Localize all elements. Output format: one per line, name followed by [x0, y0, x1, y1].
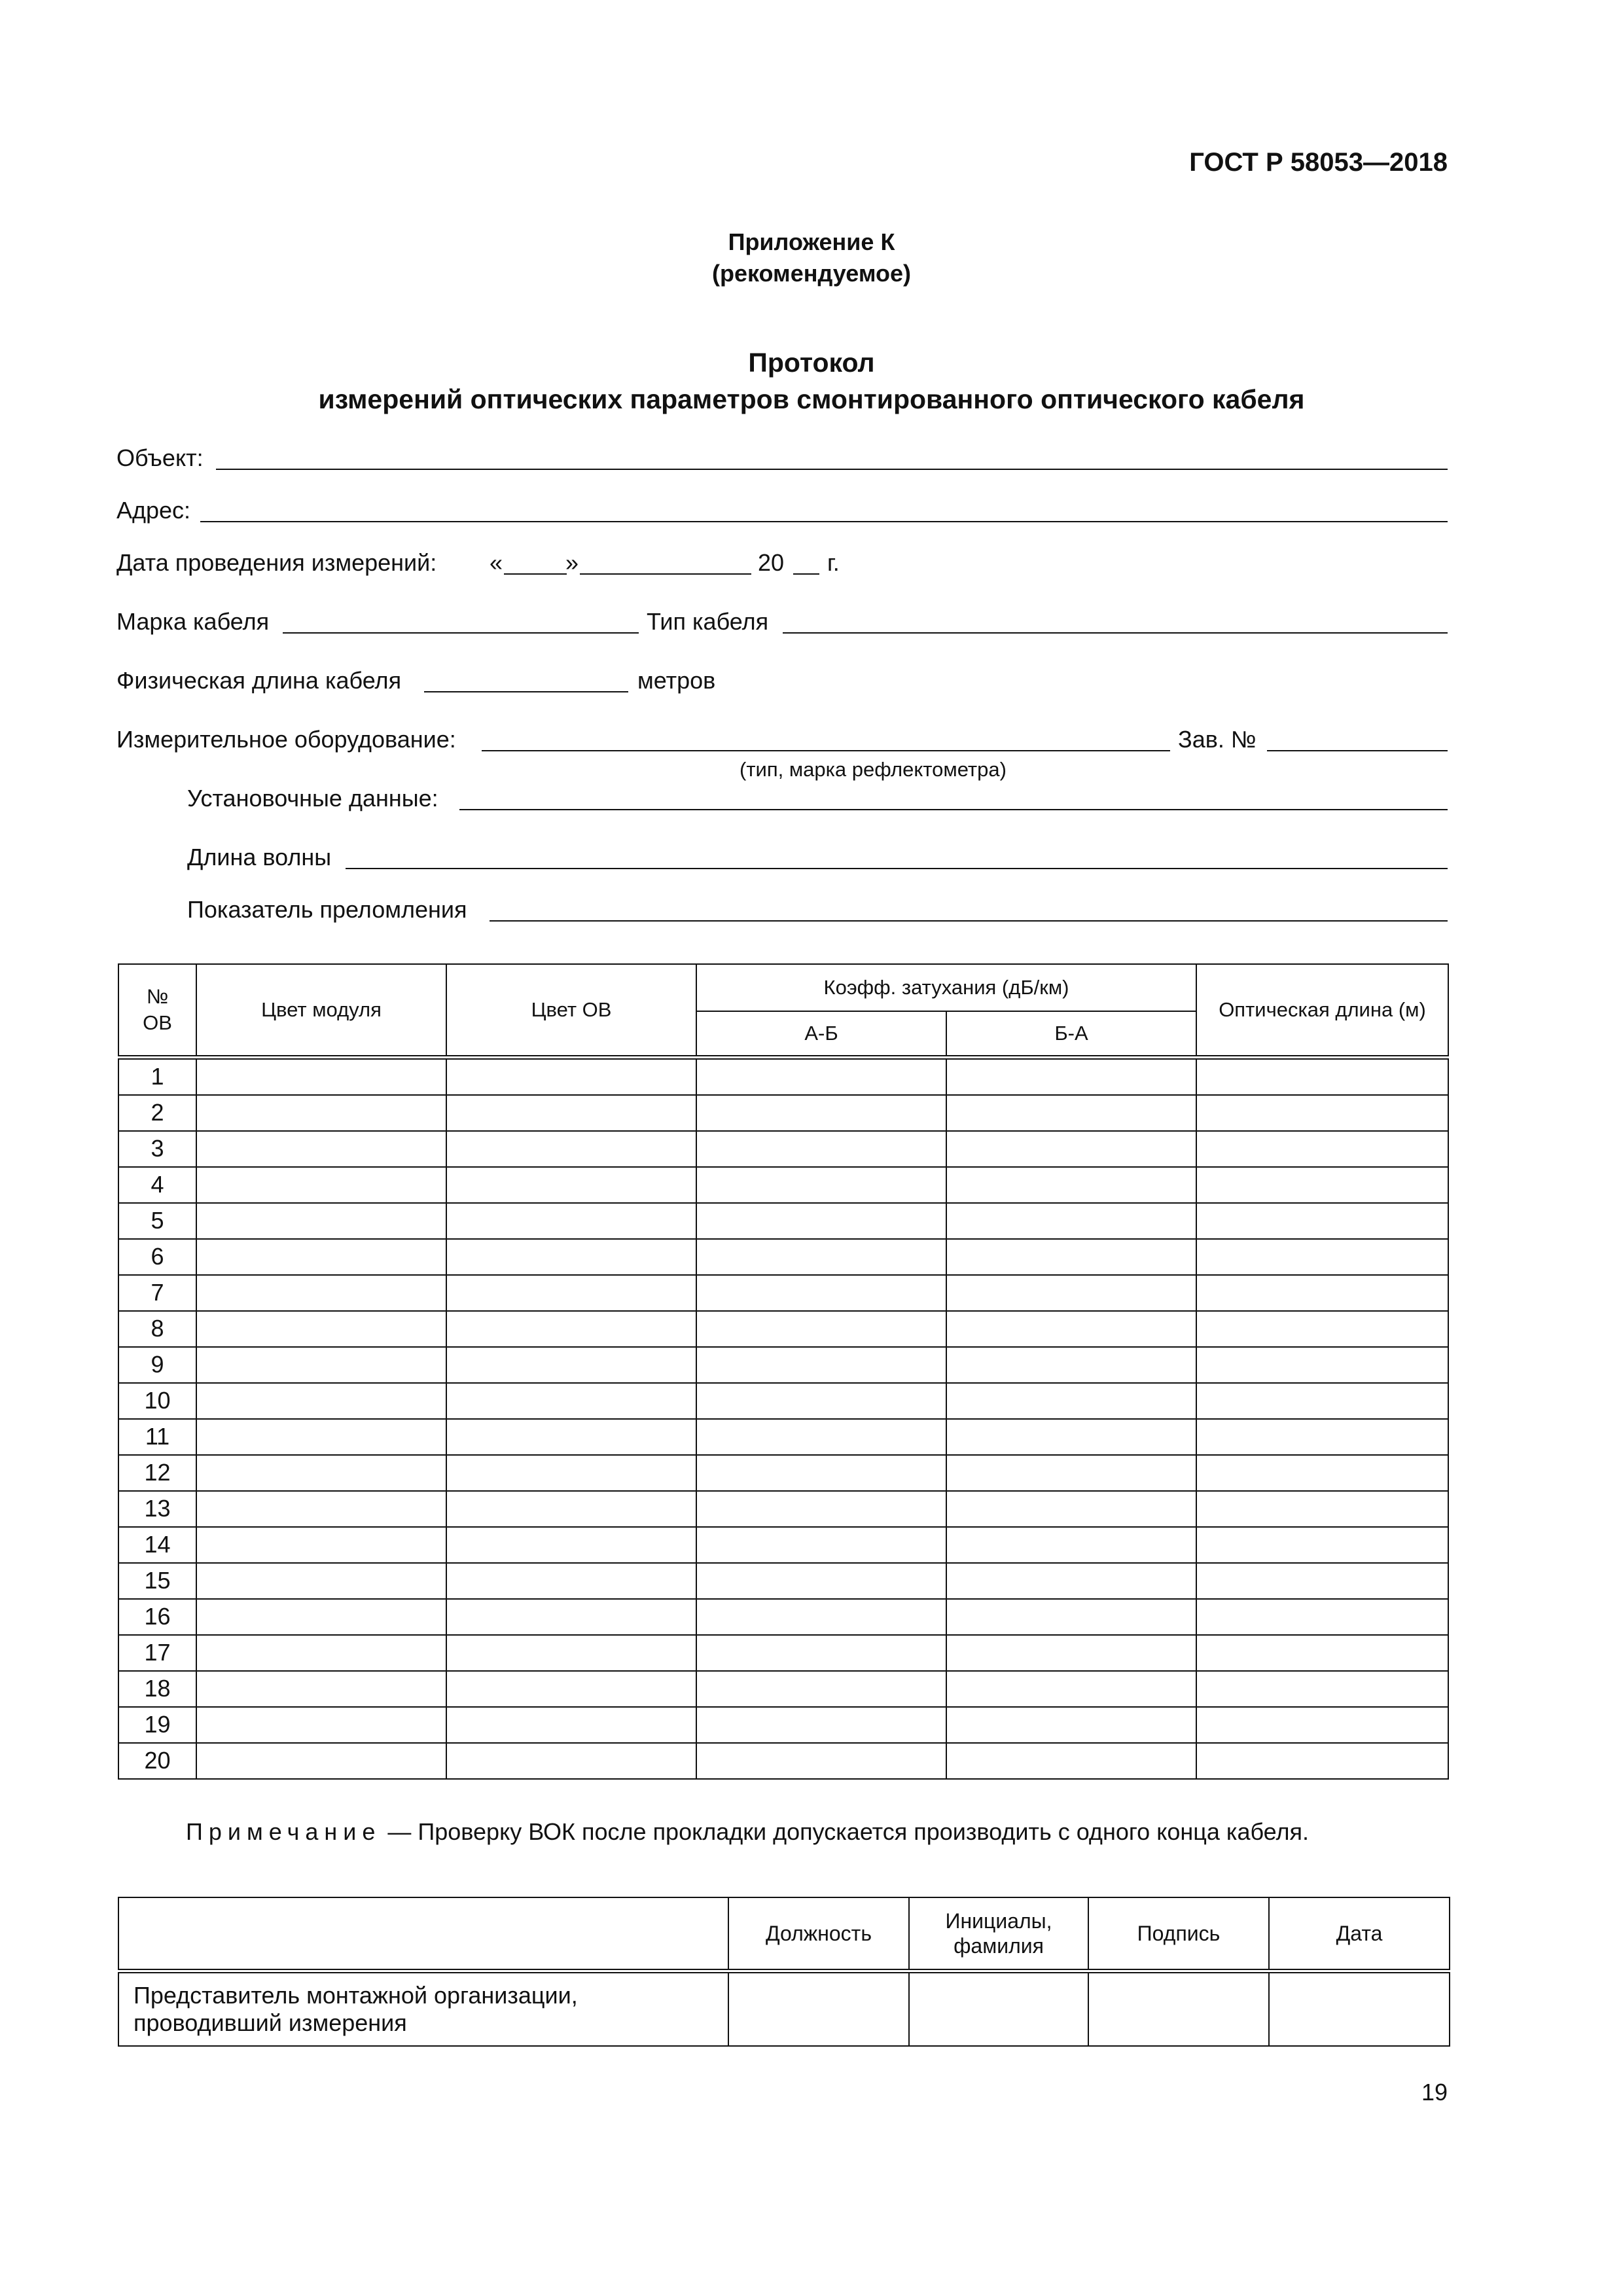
physical-length-unit: метров	[637, 667, 716, 694]
row-number: 16	[118, 1599, 196, 1635]
fiber-color-cell[interactable]	[446, 1455, 696, 1491]
annex-status: (рекомендуемое)	[712, 260, 911, 287]
table-row	[118, 1671, 1448, 1707]
attenuation-ab-cell[interactable]	[696, 1743, 946, 1779]
note-text: — Проверку ВОК после прокладки допускается производить с одного конца кабеля.	[387, 1818, 1310, 1845]
page-number: 19	[1421, 2079, 1448, 2106]
note-label: Примечание	[186, 1818, 382, 1845]
optical-length-cell[interactable]	[1196, 1455, 1448, 1491]
module-color-cell[interactable]	[196, 1671, 446, 1707]
optical-length-cell[interactable]	[1196, 1527, 1448, 1563]
serial-field[interactable]	[1267, 750, 1448, 751]
date-quote-close: »	[565, 549, 579, 576]
optical-length-cell[interactable]	[1196, 1383, 1448, 1419]
equipment-field[interactable]	[482, 750, 1170, 751]
table-row	[118, 1491, 1448, 1527]
date-year-prefix: 20	[758, 549, 785, 576]
attenuation-ba-cell[interactable]	[946, 1455, 1196, 1491]
row-number: 8	[118, 1311, 196, 1347]
attenuation-ba-cell[interactable]	[946, 1527, 1196, 1563]
attenuation-ab-cell[interactable]	[696, 1131, 946, 1167]
fiber-color-cell[interactable]	[446, 1491, 696, 1527]
sig-initials-cell[interactable]	[909, 1971, 1088, 2047]
module-color-cell[interactable]	[196, 1455, 446, 1491]
table-row	[118, 1527, 1448, 1563]
annex-title: Приложение К	[728, 228, 895, 255]
table-row	[118, 1419, 1448, 1455]
date-suffix: г.	[827, 549, 840, 576]
col-fiber-color: Цвет ОВ	[446, 964, 696, 1057]
wavelength-field[interactable]	[346, 868, 1448, 869]
row-number: 4	[118, 1167, 196, 1203]
row-number: 11	[118, 1419, 196, 1455]
module-color-cell[interactable]	[196, 1383, 446, 1419]
module-color-cell[interactable]	[196, 1635, 446, 1671]
optical-length-cell[interactable]	[1196, 1599, 1448, 1635]
address-label: Адрес:	[116, 497, 191, 524]
attenuation-ab-cell[interactable]	[696, 1419, 946, 1455]
row-number: 12	[118, 1455, 196, 1491]
optical-length-cell[interactable]	[1196, 1095, 1448, 1131]
date-month-field[interactable]	[580, 573, 751, 575]
protocol-title: Протокол	[748, 348, 875, 378]
module-color-cell[interactable]	[196, 1743, 446, 1779]
cable-brand-label: Марка кабеля	[116, 608, 270, 635]
sig-col-date: Дата	[1269, 1897, 1450, 1971]
row-number: 3	[118, 1131, 196, 1167]
attenuation-ab-cell[interactable]	[696, 1563, 946, 1599]
attenuation-ab-cell[interactable]	[696, 1599, 946, 1635]
sig-col-initials: Инициалы, фамилия	[909, 1897, 1088, 1971]
table-row	[118, 1563, 1448, 1599]
optical-length-cell[interactable]	[1196, 1419, 1448, 1455]
attenuation-ba-cell[interactable]	[946, 1635, 1196, 1671]
row-number: 13	[118, 1491, 196, 1527]
optical-length-cell[interactable]	[1196, 1347, 1448, 1383]
date-year-field[interactable]	[793, 573, 819, 575]
attenuation-ba-cell[interactable]	[946, 1671, 1196, 1707]
sig-position-cell[interactable]	[728, 1971, 909, 2047]
module-color-cell[interactable]	[196, 1563, 446, 1599]
attenuation-ba-cell[interactable]	[946, 1383, 1196, 1419]
row-number: 14	[118, 1527, 196, 1563]
wavelength-label: Длина волны	[187, 844, 332, 870]
attenuation-ba-cell[interactable]	[946, 1707, 1196, 1743]
optical-length-cell[interactable]	[1196, 1131, 1448, 1167]
col-fiber-number: № ОВ	[118, 964, 196, 1057]
optical-length-cell[interactable]	[1196, 1167, 1448, 1203]
optical-length-cell[interactable]	[1196, 1707, 1448, 1743]
table-row	[118, 1275, 1448, 1311]
module-color-cell[interactable]	[196, 1131, 446, 1167]
attenuation-ab-cell[interactable]	[696, 1167, 946, 1203]
setup-data-label: Установочные данные:	[187, 785, 438, 812]
table-row	[118, 1383, 1448, 1419]
row-number: 6	[118, 1239, 196, 1275]
module-color-cell[interactable]	[196, 1491, 446, 1527]
attenuation-ab-cell[interactable]	[696, 1203, 946, 1239]
date-quote-open: «	[490, 549, 503, 576]
table-row	[118, 1347, 1448, 1383]
fiber-color-cell[interactable]	[446, 1131, 696, 1167]
cable-brand-field[interactable]	[283, 632, 639, 634]
optical-length-cell[interactable]	[1196, 1743, 1448, 1779]
optical-length-cell[interactable]	[1196, 1203, 1448, 1239]
row-number: 17	[118, 1635, 196, 1671]
attenuation-ba-cell[interactable]	[946, 1311, 1196, 1347]
fiber-color-cell[interactable]	[446, 1095, 696, 1131]
fiber-color-cell[interactable]	[446, 1743, 696, 1779]
table-row	[118, 1635, 1448, 1671]
table-row	[118, 1311, 1448, 1347]
attenuation-ba-cell[interactable]	[946, 1275, 1196, 1311]
address-field[interactable]	[200, 521, 1448, 522]
optical-length-cell[interactable]	[1196, 1491, 1448, 1527]
module-color-cell[interactable]	[196, 1311, 446, 1347]
sig-col-signature: Подпись	[1088, 1897, 1269, 1971]
table-row	[118, 1707, 1448, 1743]
fiber-color-cell[interactable]	[446, 1347, 696, 1383]
physical-length-field[interactable]	[424, 691, 628, 692]
row-number: 20	[118, 1743, 196, 1779]
fiber-color-cell[interactable]	[446, 1563, 696, 1599]
sig-signature-cell[interactable]	[1088, 1971, 1269, 2047]
sig-col-position: Должность	[728, 1897, 909, 1971]
module-color-cell[interactable]	[196, 1057, 446, 1095]
attenuation-ab-cell[interactable]	[696, 1455, 946, 1491]
attenuation-ba-cell[interactable]	[946, 1599, 1196, 1635]
fiber-color-cell[interactable]	[446, 1057, 696, 1095]
optical-length-cell[interactable]	[1196, 1671, 1448, 1707]
protocol-heading	[0, 344, 1623, 418]
fiber-color-cell[interactable]	[446, 1419, 696, 1455]
module-color-cell[interactable]	[196, 1167, 446, 1203]
table-row	[118, 1131, 1448, 1167]
date-label: Дата проведения измерений:	[116, 549, 437, 576]
table-row	[118, 1239, 1448, 1275]
cable-type-field[interactable]	[783, 632, 1448, 634]
attenuation-ab-cell[interactable]	[696, 1275, 946, 1311]
attenuation-ab-cell[interactable]	[696, 1491, 946, 1527]
attenuation-ba-cell[interactable]	[946, 1239, 1196, 1275]
object-label: Объект:	[116, 444, 204, 471]
attenuation-ab-cell[interactable]	[696, 1671, 946, 1707]
row-number: 1	[118, 1057, 196, 1095]
attenuation-ba-cell[interactable]	[946, 1057, 1196, 1095]
attenuation-ba-cell[interactable]	[946, 1563, 1196, 1599]
module-color-cell[interactable]	[196, 1419, 446, 1455]
measurement-table	[118, 963, 1449, 1780]
table-row	[118, 1743, 1448, 1779]
cable-type-label: Тип кабеля	[647, 608, 769, 635]
table-row	[118, 1455, 1448, 1491]
equipment-label: Измерительное оборудование:	[116, 726, 456, 753]
physical-length-label: Физическая длина кабеля	[116, 667, 402, 694]
fiber-color-cell[interactable]	[446, 1635, 696, 1671]
attenuation-ab-cell[interactable]	[696, 1707, 946, 1743]
attenuation-ba-cell[interactable]	[946, 1743, 1196, 1779]
col-attenuation: Коэфф. затухания (дБ/км)	[696, 964, 1196, 1011]
optical-length-cell[interactable]	[1196, 1057, 1448, 1095]
optical-length-cell[interactable]	[1196, 1239, 1448, 1275]
attenuation-ab-cell[interactable]	[696, 1635, 946, 1671]
fiber-color-cell[interactable]	[446, 1383, 696, 1419]
table-row	[118, 1167, 1448, 1203]
fiber-color-cell[interactable]	[446, 1527, 696, 1563]
row-number: 7	[118, 1275, 196, 1311]
attenuation-ab-cell[interactable]	[696, 1527, 946, 1563]
sig-col-blank	[118, 1897, 728, 1971]
col-attenuation-ab: А-Б	[696, 1011, 946, 1057]
optical-length-cell[interactable]	[1196, 1563, 1448, 1599]
measurement-rows	[118, 1057, 1448, 1779]
serial-label: Зав. №	[1178, 726, 1257, 753]
fiber-color-cell[interactable]	[446, 1203, 696, 1239]
col-optical-length: Оптическая длина (м)	[1196, 964, 1448, 1057]
row-number: 9	[118, 1347, 196, 1383]
table-row	[118, 1057, 1448, 1095]
attenuation-ba-cell[interactable]	[946, 1347, 1196, 1383]
row-number: 18	[118, 1671, 196, 1707]
object-field[interactable]	[216, 469, 1448, 470]
fiber-color-cell[interactable]	[446, 1599, 696, 1635]
col-attenuation-ba: Б-А	[946, 1011, 1196, 1057]
date-day-field[interactable]	[504, 573, 567, 575]
fiber-color-cell[interactable]	[446, 1707, 696, 1743]
protocol-subtitle: измерений оптических параметров смонтированного оптического кабеля	[318, 384, 1305, 414]
attenuation-ab-cell[interactable]	[696, 1057, 946, 1095]
attenuation-ab-cell[interactable]	[696, 1311, 946, 1347]
equipment-caption: (тип, марка рефлектометра)	[740, 758, 1007, 781]
fiber-color-cell[interactable]	[446, 1311, 696, 1347]
module-color-cell[interactable]	[196, 1239, 446, 1275]
fiber-color-cell[interactable]	[446, 1239, 696, 1275]
attenuation-ba-cell[interactable]	[946, 1491, 1196, 1527]
optical-length-cell[interactable]	[1196, 1311, 1448, 1347]
attenuation-ab-cell[interactable]	[696, 1383, 946, 1419]
module-color-cell[interactable]	[196, 1527, 446, 1563]
module-color-cell[interactable]	[196, 1707, 446, 1743]
attenuation-ba-cell[interactable]	[946, 1419, 1196, 1455]
fiber-color-cell[interactable]	[446, 1167, 696, 1203]
module-color-cell[interactable]	[196, 1275, 446, 1311]
optical-length-cell[interactable]	[1196, 1275, 1448, 1311]
module-color-cell[interactable]	[196, 1347, 446, 1383]
note	[186, 1818, 1309, 1846]
optical-length-cell[interactable]	[1196, 1635, 1448, 1671]
row-number: 2	[118, 1095, 196, 1131]
attenuation-ab-cell[interactable]	[696, 1347, 946, 1383]
attenuation-ba-cell[interactable]	[946, 1131, 1196, 1167]
signature-table	[118, 1897, 1450, 2047]
attenuation-ba-cell[interactable]	[946, 1167, 1196, 1203]
annex-heading	[0, 226, 1623, 289]
attenuation-ba-cell[interactable]	[946, 1095, 1196, 1131]
attenuation-ab-cell[interactable]	[696, 1095, 946, 1131]
attenuation-ba-cell[interactable]	[946, 1203, 1196, 1239]
row-number: 15	[118, 1563, 196, 1599]
refraction-label: Показатель преломления	[187, 896, 467, 923]
table-row	[118, 1203, 1448, 1239]
table-row	[118, 1095, 1448, 1131]
fiber-color-cell[interactable]	[446, 1275, 696, 1311]
document-code: ГОСТ Р 58053—2018	[1189, 148, 1448, 177]
setup-data-field[interactable]	[459, 809, 1448, 810]
col-module-color: Цвет модуля	[196, 964, 446, 1057]
refraction-field[interactable]	[490, 920, 1448, 922]
module-color-cell[interactable]	[196, 1203, 446, 1239]
row-number: 10	[118, 1383, 196, 1419]
attenuation-ab-cell[interactable]	[696, 1239, 946, 1275]
row-number: 5	[118, 1203, 196, 1239]
table-row	[118, 1599, 1448, 1635]
fiber-color-cell[interactable]	[446, 1671, 696, 1707]
sig-date-cell[interactable]	[1269, 1971, 1450, 2047]
row-number: 19	[118, 1707, 196, 1743]
sig-row-label: Представитель монтажной организации, проводивший измерения	[118, 1971, 728, 2047]
module-color-cell[interactable]	[196, 1599, 446, 1635]
module-color-cell[interactable]	[196, 1095, 446, 1131]
